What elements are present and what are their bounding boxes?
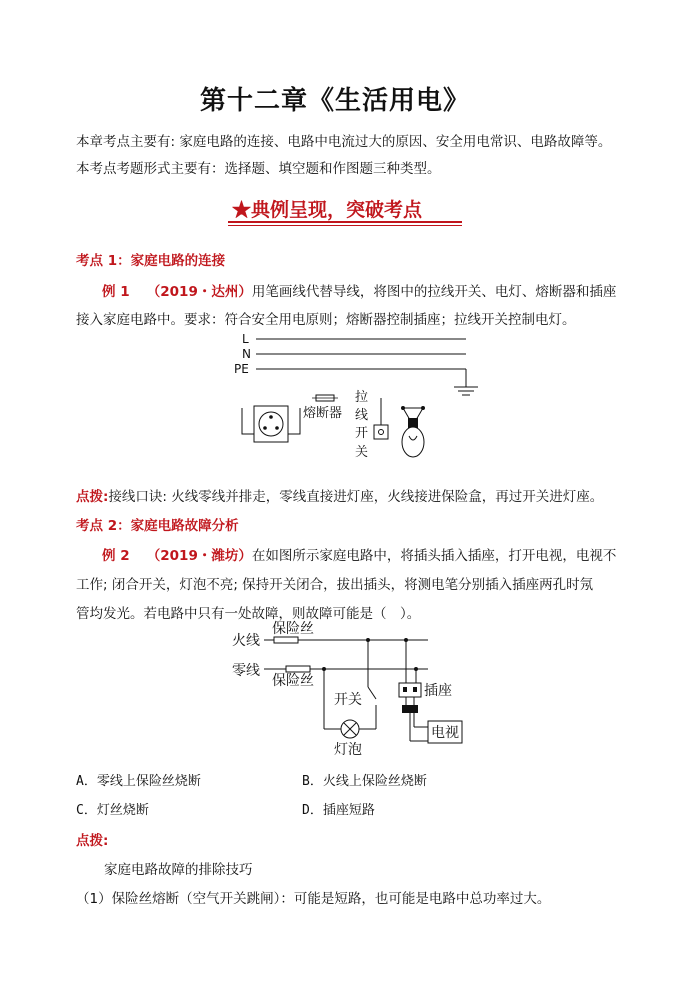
lamp-icon (341, 720, 359, 738)
example-2-line-1 (102, 544, 616, 564)
kaodian-1-title: 考点 1：家庭电路的连接 (76, 253, 226, 269)
example-1-line-1 (102, 280, 616, 300)
example-1-label: 例 1 (102, 284, 130, 300)
label-PE: PE (234, 362, 249, 376)
example-2-text-2: 工作; 闭合开关，灯泡不亮; 保持开关闭合，拔出插头，将测电笔分别插入插座两孔时氖 (76, 577, 594, 593)
section-underline-top (228, 221, 462, 223)
neutral-label: 零线 (232, 663, 260, 679)
label-L: L (242, 332, 249, 346)
page-title: 第十二章《生活用电》 (200, 86, 471, 116)
switch-char-4: 关 (355, 445, 369, 460)
tip-1-label: 点拨: (76, 489, 109, 505)
tv-label: 电视 (431, 725, 459, 741)
option-a: A．零线上保险丝烧断 (76, 774, 201, 789)
option-b: B．火线上保险丝烧断 (302, 774, 427, 789)
intro-line-1: 本章考点主要有: 家庭电路的连接、电路中电流过大的原因、安全用电常识、电路故障等。 (76, 134, 612, 150)
lamp-branch (324, 640, 376, 729)
example-1-source: （2019・达州） (146, 284, 252, 300)
fuse-top-icon (274, 637, 298, 643)
light-bulb-icon (401, 406, 425, 457)
tip-2-subtitle: 家庭电路故障的排除技巧 (104, 862, 253, 878)
example-2-text-3: 管均发光。若电路中只有一处故障，则故障可能是（ ）。 (76, 606, 421, 622)
fuse-label: 熔断器 (303, 406, 343, 421)
label-N: N (242, 347, 251, 361)
switch-char-2: 线 (355, 408, 369, 423)
fuse-bottom-label: 保险丝 (272, 673, 314, 689)
section-underline-bottom (228, 225, 462, 226)
circuit-diagram-2 (228, 617, 478, 762)
switch-char-3: 开 (355, 426, 369, 441)
switch-char-1: 拉 (355, 390, 369, 405)
socket-icon (242, 406, 300, 442)
bulb-label: 灯泡 (334, 742, 362, 758)
tip-2-item-1: （1）保险丝熔断（空气开关跳闸）：可能是短路，也可能是电路中总功率过大。 (76, 891, 551, 907)
live-label: 火线 (232, 633, 260, 649)
tip-1-text: 接线口诀: 火线零线并排走，零线直接进灯座，火线接进保险盒，再过开关进灯座。 (108, 489, 604, 505)
kaodian-2-title: 考点 2：家庭电路故障分析 (76, 518, 239, 534)
example-1-text-1: 用笔画线代替导线，将图中的拉线开关、电灯、熔断器和插座 (251, 284, 617, 300)
tip-2-label: 点拨: (76, 833, 109, 849)
option-d: D．插座短路 (302, 803, 375, 818)
fuse-top-label: 保险丝 (272, 621, 314, 637)
example-2-source: （2019・潍坊） (146, 548, 252, 564)
example-2-label: 例 2 (102, 548, 130, 564)
ground-icon (454, 369, 478, 395)
socket-label: 插座 (424, 683, 452, 699)
section-heading: ★典例呈现，突破考点 (232, 199, 423, 221)
example-2-text-1: 在如图所示家庭电路中，将插头插入插座，打开电视，电视不 (251, 548, 617, 564)
tip-1 (76, 485, 603, 505)
option-c: C．灯丝烧断 (76, 803, 149, 818)
circuit-diagram-1 (228, 330, 488, 465)
example-1-text-2: 接入家庭电路中。要求：符合安全用电原则；熔断器控制插座；拉线开关控制电灯。 (76, 312, 576, 328)
fuse-bottom-icon (286, 666, 310, 672)
pull-switch-icon (374, 398, 388, 439)
intro-line-2: 本考点考题形式主要有：选择题、填空题和作图题三种类型。 (76, 161, 441, 177)
switch-label: 开关 (334, 692, 362, 708)
